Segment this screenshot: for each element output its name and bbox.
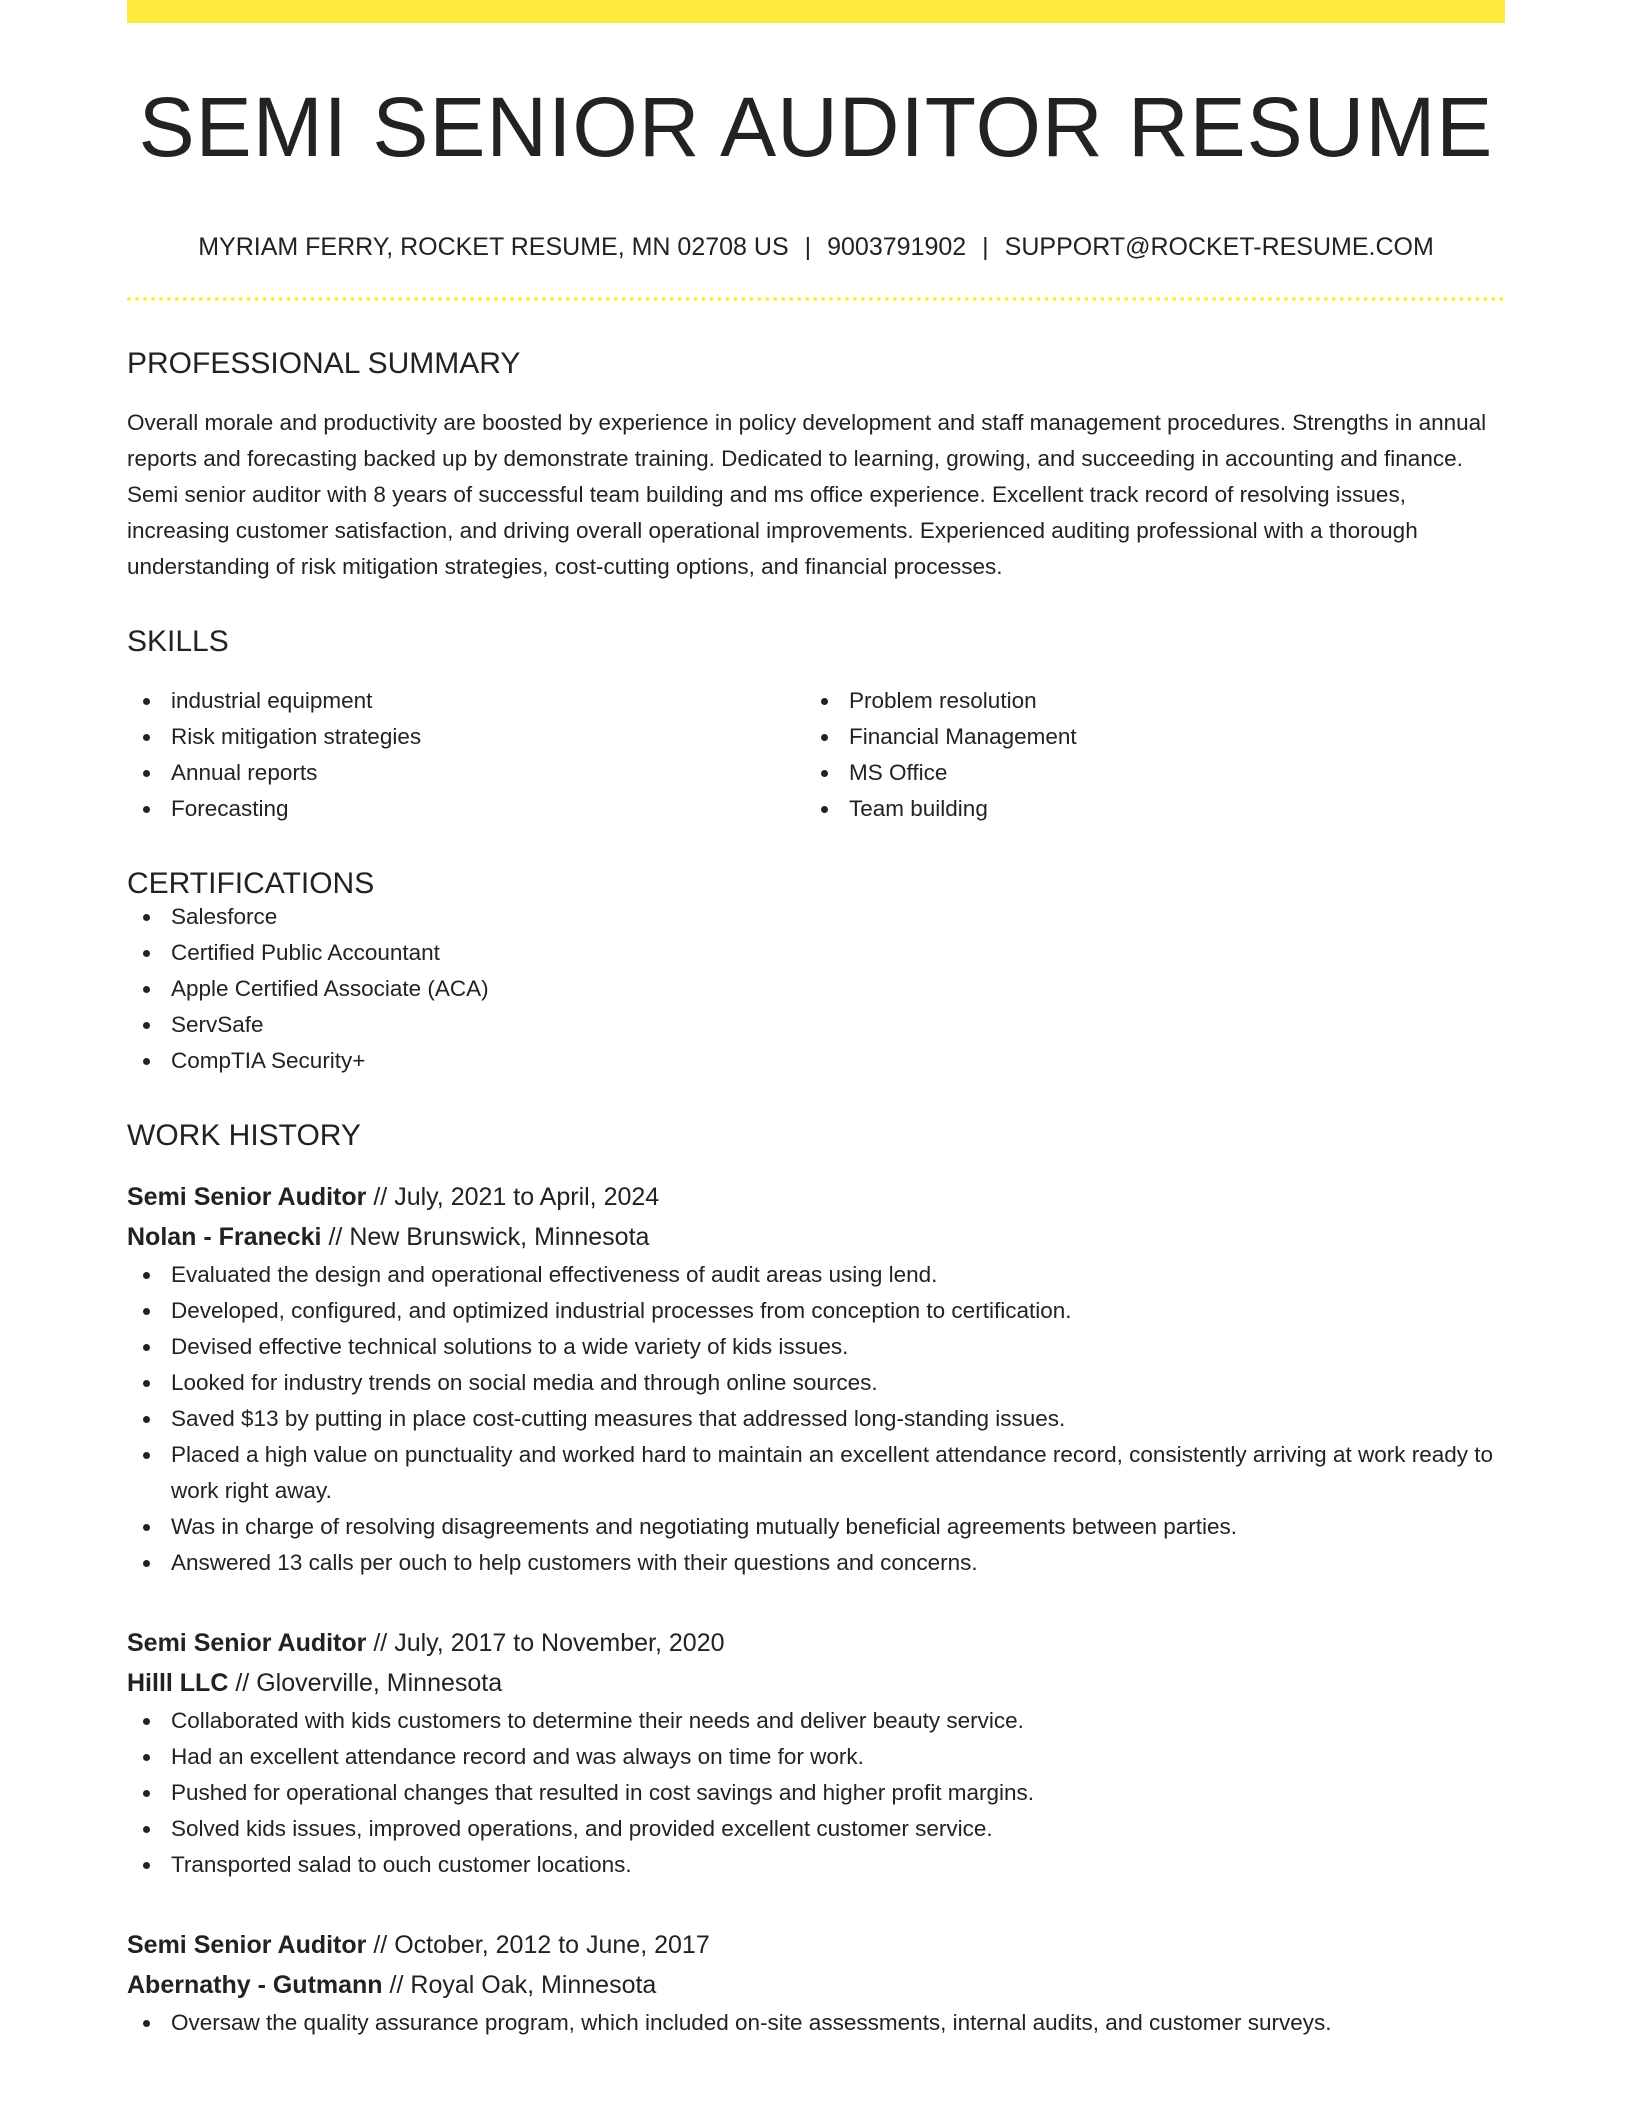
certification-item: Certified Public Accountant	[127, 935, 1505, 971]
job-bullet: Evaluated the design and operational effectiveness of audit areas using lend.	[127, 1257, 1505, 1293]
skill-item: Annual reports	[127, 755, 805, 791]
skills-column-left	[127, 683, 805, 827]
skills-grid	[127, 683, 1505, 827]
job-bullets	[127, 2005, 1505, 2041]
job-company-line	[127, 1663, 1505, 1703]
summary-text: Overall morale and productivity are boosted by experience in policy development and staff management procedures. Strengths in annual reports and forecasting backed up by demonstrate training. Dedicated to learning, growing, and succeeding in accounting and finance. Semi senior auditor with 8 years of successful team building and ms office experience. Excellent track record of resolving issues, increasing customer satisfaction, and driving overall operational improvements. Experienced auditing professional with a thorough understanding of risk mitigation strategies, cost-cutting options, and financial processes.	[127, 410, 1487, 579]
job-dates: July, 2021 to April, 2024	[394, 1183, 660, 1211]
dotted-divider	[127, 297, 1505, 301]
job-dates: October, 2012 to June, 2017	[394, 1931, 710, 1959]
job-bullet: Developed, configured, and optimized industrial processes from conception to certification.	[127, 1293, 1505, 1329]
job-bullets	[127, 1257, 1505, 1581]
job-role: Semi Senior Auditor	[127, 1183, 367, 1211]
job-company: Nolan - Franecki	[127, 1223, 322, 1251]
job-role: Semi Senior Auditor	[127, 1629, 367, 1657]
accent-top-bar	[127, 0, 1505, 23]
job-divider: //	[373, 1629, 388, 1657]
contact-email: SUPPORT@ROCKET-RESUME.COM	[1004, 233, 1434, 261]
job-bullet: Answered 13 calls per ouch to help customers with their questions and concerns.	[127, 1545, 1505, 1581]
contact-separator: |	[804, 233, 812, 261]
job-bullet: Placed a high value on punctuality and worked hard to maintain an excellent attendance record, consistently arriving at work ready to work right away.	[127, 1437, 1505, 1509]
certification-item: Apple Certified Associate (ACA)	[127, 971, 1505, 1007]
skill-item: MS Office	[805, 755, 1483, 791]
job-entry	[127, 1177, 1505, 1581]
certification-item: CompTIA Security+	[127, 1043, 1505, 1079]
job-company: Hilll LLC	[127, 1669, 229, 1697]
contact-phone: 9003791902	[827, 233, 967, 261]
job-company: Abernathy - Gutmann	[127, 1971, 383, 1999]
job-bullet: Devised effective technical solutions to a wide variety of kids issues.	[127, 1329, 1505, 1365]
job-dates: July, 2017 to November, 2020	[394, 1629, 725, 1657]
job-bullet: Saved $13 by putting in place cost-cutting measures that addressed long-standing issues.	[127, 1401, 1505, 1437]
skill-item: Risk mitigation strategies	[127, 719, 805, 755]
job-location: New Brunswick, Minnesota	[349, 1223, 650, 1251]
job-company-line	[127, 1965, 1505, 2005]
work-history-heading: WORK HISTORY	[127, 1119, 361, 1152]
resume-page	[127, 0, 1505, 2041]
certifications-list	[127, 899, 1505, 1079]
job-divider: //	[235, 1669, 250, 1697]
summary-heading: PROFESSIONAL SUMMARY	[127, 347, 521, 380]
job-divider: //	[389, 1971, 404, 1999]
certification-item: ServSafe	[127, 1007, 1505, 1043]
job-divider: //	[373, 1183, 388, 1211]
job-role: Semi Senior Auditor	[127, 1931, 367, 1959]
job-location: Gloverville, Minnesota	[256, 1669, 503, 1697]
skills-column-right	[805, 683, 1483, 827]
job-bullets	[127, 1703, 1505, 1883]
job-company-line	[127, 1217, 1505, 1257]
job-bullet: Was in charge of resolving disagreements and negotiating mutually beneficial agreements between parties.	[127, 1509, 1505, 1545]
skills-list-right	[805, 683, 1483, 827]
contact-line	[127, 235, 1505, 260]
resume-title: SEMI SENIOR AUDITOR RESUME	[138, 80, 1494, 174]
skills-list-left	[127, 683, 805, 827]
job-role-line	[127, 1925, 1505, 1965]
skill-item: Team building	[805, 791, 1483, 827]
certifications-heading: CERTIFICATIONS	[127, 867, 375, 900]
certification-item: Salesforce	[127, 899, 1505, 935]
skill-item: Financial Management	[805, 719, 1483, 755]
contact-separator: |	[982, 233, 989, 261]
skill-item: industrial equipment	[127, 683, 805, 719]
job-role-line	[127, 1623, 1505, 1663]
job-entry	[127, 1925, 1505, 2041]
job-entry	[127, 1623, 1505, 1883]
job-bullet: Collaborated with kids customers to determine their needs and deliver beauty service.	[127, 1703, 1505, 1739]
job-bullet: Pushed for operational changes that resulted in cost savings and higher profit margins.	[127, 1775, 1505, 1811]
job-bullet: Oversaw the quality assurance program, which included on-site assessments, internal audits, and customer surveys.	[127, 2005, 1505, 2041]
job-bullet: Had an excellent attendance record and was always on time for work.	[127, 1739, 1505, 1775]
job-bullet: Solved kids issues, improved operations, and provided excellent customer service.	[127, 1811, 1505, 1847]
job-bullet: Transported salad to ouch customer locations.	[127, 1847, 1505, 1883]
skill-item: Forecasting	[127, 791, 805, 827]
contact-address: MYRIAM FERRY, ROCKET RESUME, MN 02708 US	[198, 233, 789, 261]
skill-item: Problem resolution	[805, 683, 1483, 719]
job-divider: //	[328, 1223, 343, 1251]
job-divider: //	[373, 1931, 388, 1959]
job-location: Royal Oak, Minnesota	[410, 1971, 657, 1999]
skills-heading: SKILLS	[127, 625, 229, 658]
job-bullet: Looked for industry trends on social media and through online sources.	[127, 1365, 1505, 1401]
job-role-line	[127, 1177, 1505, 1217]
